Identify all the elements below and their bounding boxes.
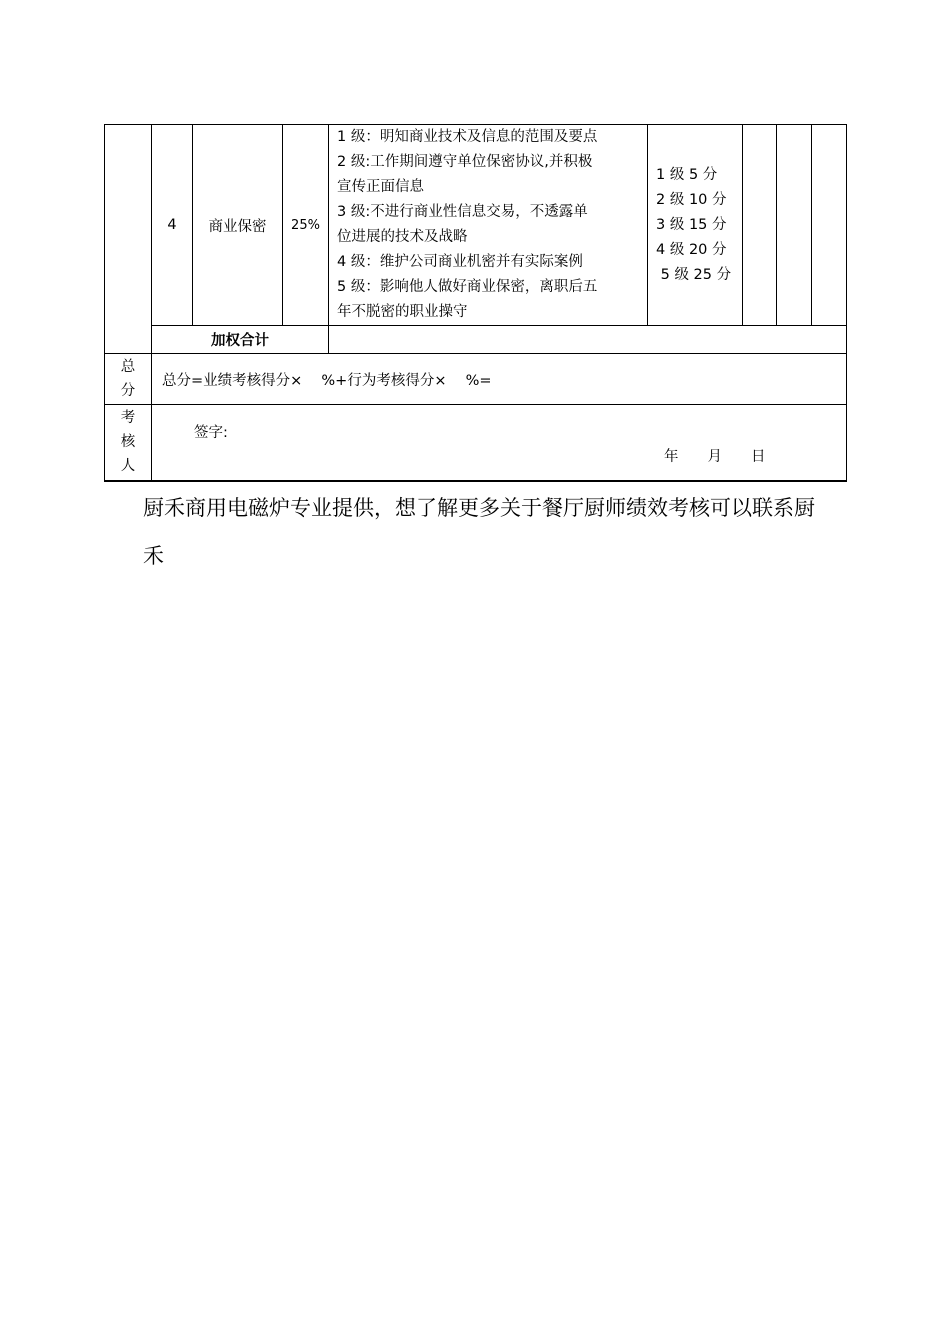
points-line: 2 级 10 分 (656, 191, 727, 208)
signature-label: 签字: (194, 425, 228, 441)
total-score-row (105, 354, 847, 405)
score-cell-2 (777, 125, 812, 326)
score-cell-1 (743, 125, 777, 326)
weighted-total-label: 加权合计 (152, 326, 329, 354)
standard-line: 5 级：影响他人做好商业保密，离职后五 (337, 279, 598, 295)
reviewer-row (105, 405, 847, 481)
reviewer-signature-cell (152, 405, 847, 481)
category-cell (105, 125, 152, 354)
grading-standards (329, 125, 648, 326)
total-formula: 总分=业绩考核得分× %+行为考核得分× %= (152, 354, 847, 405)
date-line: 年 月 日 (664, 449, 766, 465)
standard-line: 3 级:不进行商业性信息交易，不透露单 (337, 204, 588, 220)
item-name: 商业保密 (193, 125, 283, 326)
item-weight: 25% (283, 125, 329, 326)
weighted-total-row (105, 326, 847, 354)
standard-line: 4 级：维护公司商业机密并有实际案例 (337, 254, 583, 270)
item-index: 4 (152, 125, 193, 326)
footer-note: 厨禾商用电磁炉专业提供，想了解更多关于餐厅厨师绩效考核可以联系厨禾 (143, 496, 815, 568)
standard-line: 年不脱密的职业操守 (337, 304, 468, 320)
standard-line: 位进展的技术及战略 (337, 229, 468, 245)
points-line: 5 级 25 分 (656, 266, 732, 283)
weighted-total-value (329, 326, 847, 354)
score-points (648, 125, 743, 326)
standard-line: 2 级:工作期间遵守单位保密协议,并积极 (337, 154, 593, 170)
total-label: 总 分 (105, 354, 152, 405)
points-line: 3 级 15 分 (656, 216, 727, 233)
reviewer-label: 考 核 人 (105, 405, 152, 481)
score-cell-3 (812, 125, 847, 326)
standard-line: 1 级：明知商业技术及信息的范围及要点 (337, 129, 598, 145)
table-row-item-4 (105, 125, 847, 326)
standard-line: 宣传正面信息 (337, 179, 424, 195)
points-line: 1 级 5 分 (656, 166, 718, 183)
evaluation-table (104, 124, 847, 482)
points-line: 4 级 20 分 (656, 241, 727, 258)
